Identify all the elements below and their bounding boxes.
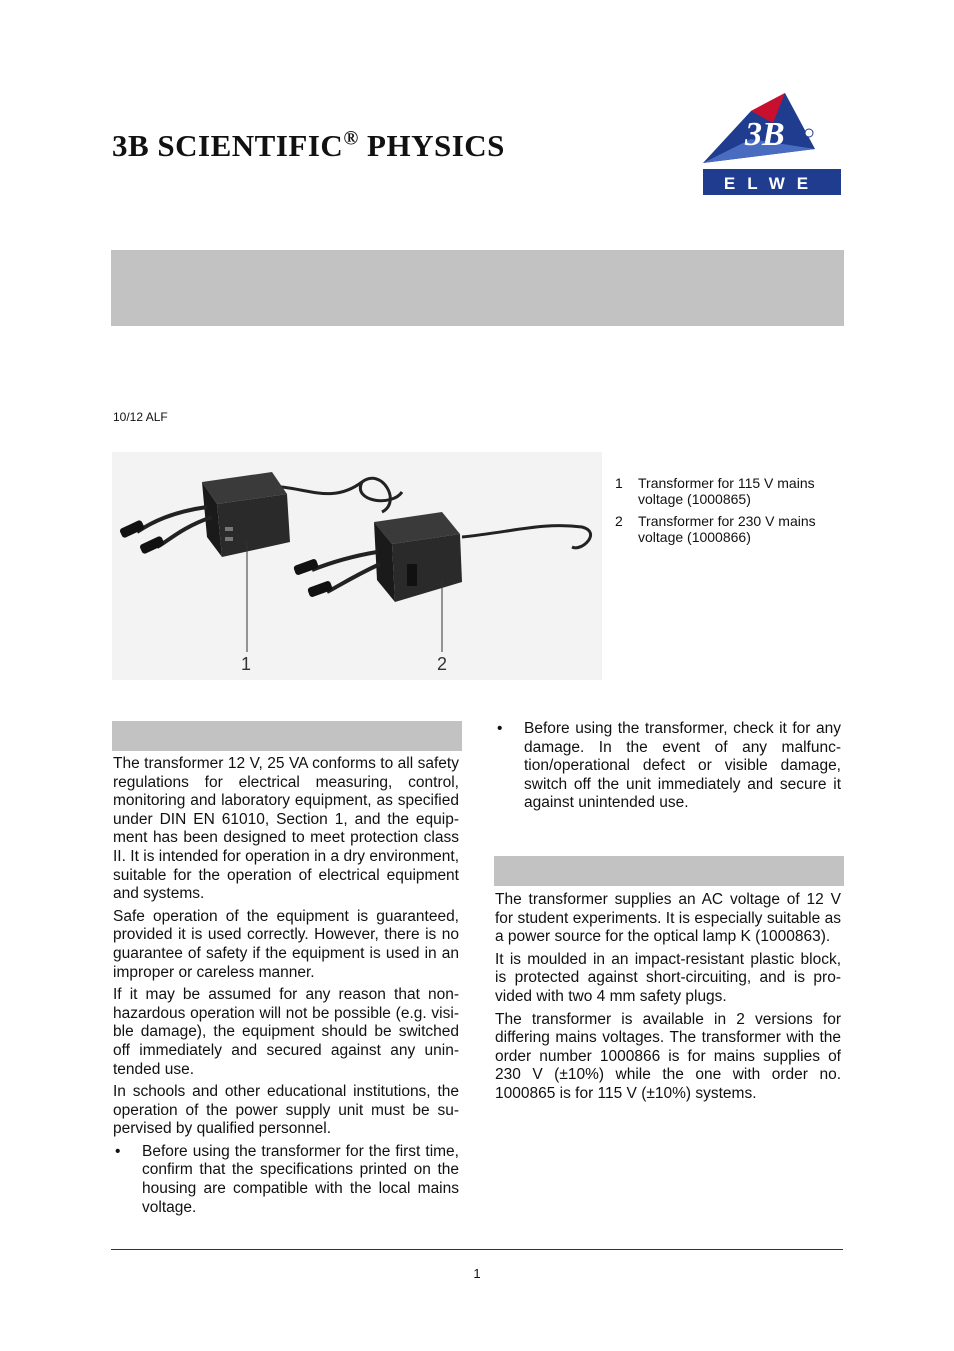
- product-photo: [112, 452, 602, 680]
- 3b-elwe-logo: [703, 93, 841, 195]
- transformer-illustration: [112, 452, 602, 680]
- description-paragraph: The transformer supplies an AC voltage of 12 V for student experiments. It is especially suitable as a power source for the optical lamp K (1000863).: [495, 891, 841, 946]
- registered-mark: ®: [343, 127, 359, 150]
- legend-item: 1 Transformer for 115 V mains voltage (1000865): [615, 475, 815, 507]
- safety-bullet: • Before using the transformer for the first time, confirm that the specifications printed on the housing are compatible with the local mains voltage.: [115, 1142, 459, 1216]
- safety-section-band: [112, 721, 462, 751]
- description-section-band: [494, 856, 844, 886]
- callout-1: 1: [241, 654, 252, 674]
- logo-reg-circle: [805, 129, 813, 137]
- description-paragraph: The transformer is available in 2 versions for differing mains voltages. The transformer with the order number 1000866 is for mains supplies of 230 V (±10%) while the one with order no. 1000865 is for 115 V (±10%) systems.: [495, 1010, 841, 1102]
- description-section: [495, 891, 841, 1108]
- safety-continued: [495, 720, 841, 817]
- logo-mark-text: 3B: [745, 116, 785, 153]
- description-paragraph: It is moulded in an impact-resistant plastic block, is protected against short-circuiting, and is provided with two 4 mm safety plugs.: [495, 950, 841, 1005]
- safety-paragraph: The transformer 12 V, 25 VA conforms to all safety regulations for electrical measuring, control, monitoring and laboratory equipment, as specified under DIN EN 61010, Section 1, and the equipment has been designed to meet protection class II. It is intended for operation in a dry environment, suitable for the operation of electrical equipment and systems.: [113, 755, 459, 903]
- document-code: 10/12 ALF: [113, 410, 168, 424]
- page-number: 1: [473, 1266, 481, 1281]
- brand-title: 3B SCIENTIFIC® PHYSICS: [112, 127, 505, 163]
- logo-word: ELWE: [723, 174, 821, 193]
- callout-2: 2: [437, 654, 448, 674]
- bullet-dot: •: [115, 1142, 121, 1160]
- safety-paragraph: If it may be assumed for any reason that non-hazardous operation will not be possible (e.g. visible damage), the equipment should be switched off immediately and secured against any unintended use.: [113, 986, 459, 1078]
- safety-paragraph: Safe operation of the equipment is guaranteed, provided it is used correctly. However, there is no guarantee of safety if the equipment is used in an improper or careless manner.: [113, 907, 459, 981]
- safety-section: [113, 755, 459, 1221]
- safety-paragraph: In schools and other educational institutions, the operation of the power supply unit must be supervised by qualified personnel.: [113, 1083, 459, 1138]
- footer-rule: [111, 1249, 843, 1250]
- title-band: [111, 250, 844, 326]
- bullet-dot: •: [497, 720, 503, 737]
- legend-item: 2 Transformer for 230 V mains voltage (1000866): [615, 513, 816, 545]
- figure-legend: [615, 475, 845, 551]
- safety-bullet: • Before using the transformer, check it for any damage. In the event of any malfunction/operational defect or visible damage, switch off the unit immediately and secure it against unintended use.: [497, 720, 841, 812]
